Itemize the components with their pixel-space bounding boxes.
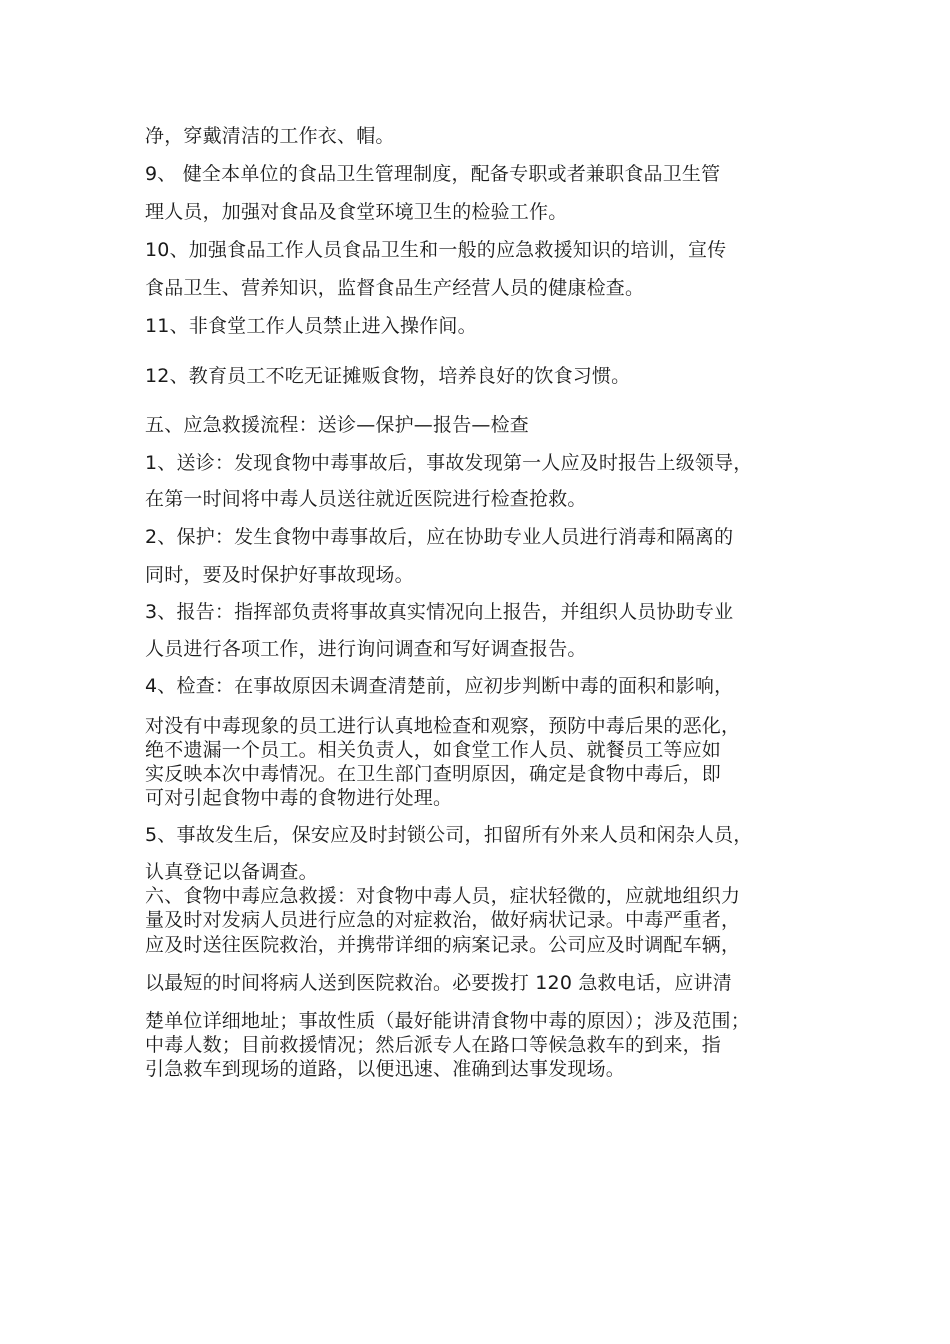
text-line: 在第一时间将中毒人员送往就近医院进行检查抢救。 bbox=[145, 488, 587, 510]
text-line: 楚单位详细地址；事故性质（最好能讲清食物中毒的原因）；涉及范围； bbox=[145, 1010, 750, 1032]
text-line: 对没有中毒现象的员工进行认真地检查和观察，预防中毒后果的恶化， bbox=[145, 715, 741, 737]
text-line: 引急救车到现场的道路，以便迅速、准确到达事发现场。 bbox=[145, 1058, 626, 1080]
text-line: 应及时送往医院救治，并携带详细的病案记录。公司应及时调配车辆， bbox=[145, 934, 741, 956]
text-line: 4、检查：在事故原因未调查清楚前，应初步判断中毒的面积和影响， bbox=[145, 675, 734, 697]
text-line: 11、非食堂工作人员禁止进入操作间。 bbox=[145, 315, 477, 337]
text-line: 中毒人数；目前救援情况；然后派专人在路口等候急救车的到来，指 bbox=[145, 1034, 722, 1056]
text-line: 9、 健全本单位的食品卫生管理制度，配备专职或者兼职食品卫生管 bbox=[145, 163, 721, 185]
section-heading: 五、应急救援流程：送诊—保护—报告—检查 bbox=[145, 414, 530, 436]
text-line: 1、送诊：发现食物中毒事故后，事故发现第一人应及时报告上级领导， bbox=[145, 452, 753, 474]
text-line: 食品卫生、营养知识，监督食品生产经营人员的健康检查。 bbox=[145, 277, 645, 299]
text-line: 净，穿戴清洁的工作衣、帽。 bbox=[145, 125, 395, 147]
text-line: 人员进行各项工作，进行询问调查和写好调查报告。 bbox=[145, 638, 587, 660]
text-line: 绝不遗漏一个员工。相关负责人，如食堂工作人员、就餐员工等应如 bbox=[145, 739, 722, 761]
text-line: 以最短的时间将病人送到医院救治。必要拨打 120 急救电话，应讲清 bbox=[145, 972, 732, 994]
text-line: 量及时对发病人员进行应急的对症救治，做好病状记录。中毒严重者， bbox=[145, 909, 741, 931]
text-line: 同时，要及时保护好事故现场。 bbox=[145, 564, 414, 586]
text-line: 12、教育员工不吃无证摊贩食物，培养良好的饮食习惯。 bbox=[145, 365, 631, 387]
text-line: 2、保护：发生食物中毒事故后，应在协助专业人员进行消毒和隔离的 bbox=[145, 526, 734, 548]
text-line: 可对引起食物中毒的食物进行处理。 bbox=[145, 787, 453, 809]
text-line: 10、加强食品工作人员食品卫生和一般的应急救援知识的培训，宣传 bbox=[145, 239, 727, 261]
text-line: 3、报告：指挥部负责将事故真实情况向上报告，并组织人员协助专业 bbox=[145, 601, 734, 623]
text-line: 5、事故发生后，保安应及时封锁公司，扣留所有外来人员和闲杂人员， bbox=[145, 824, 753, 846]
text-line: 认真登记以备调查。 bbox=[145, 861, 318, 883]
section-heading: 六、食物中毒应急救援：对食物中毒人员，症状轻微的，应就地组织力 bbox=[145, 885, 741, 907]
text-line: 实反映本次中毒情况。在卫生部门查明原因，确定是食物中毒后，即 bbox=[145, 763, 722, 785]
text-line: 理人员，加强对食品及食堂环境卫生的检验工作。 bbox=[145, 201, 568, 223]
